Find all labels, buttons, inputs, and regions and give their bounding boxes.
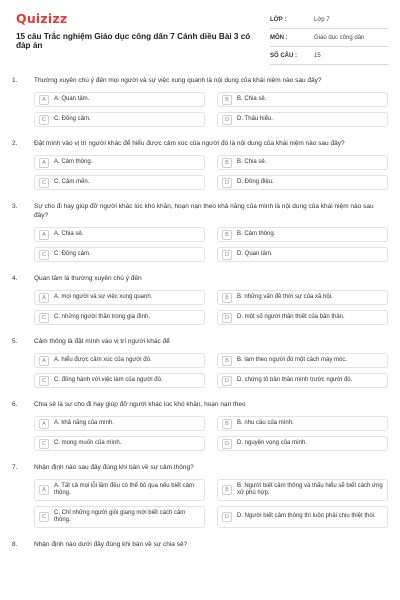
- answer-option-d[interactable]: [217, 247, 388, 262]
- question-header: [12, 463, 388, 472]
- option-letter-badge: B: [222, 356, 232, 366]
- option-letter-badge: B: [222, 419, 232, 429]
- meta-label: SỐ CÂU :: [270, 52, 297, 59]
- option-letter-badge: A: [39, 293, 49, 303]
- option-text: B. Chia sẻ.: [237, 158, 267, 165]
- option-letter-badge: C: [39, 512, 49, 522]
- question-6: [12, 400, 388, 463]
- question-header: [12, 540, 388, 549]
- question-spacer: [12, 325, 388, 337]
- option-text: C. Đồng cảm.: [54, 250, 91, 257]
- option-text: D. Đồng điệu.: [237, 178, 274, 185]
- answer-option-a[interactable]: [34, 416, 205, 431]
- question-number: 3.: [12, 203, 18, 210]
- answer-option-b[interactable]: [217, 92, 388, 107]
- answer-option-c[interactable]: [34, 175, 205, 190]
- question-text: Cảm thông là đặt mình vào vị trí người khác để: [34, 338, 170, 345]
- option-text: C. Đồng cảm.: [54, 115, 91, 122]
- meta-value: Giáo dục công dân: [314, 34, 365, 41]
- answer-option-c[interactable]: [34, 247, 205, 262]
- answer-option-d[interactable]: [217, 310, 388, 325]
- question-text: Nhận định nào sau đây đúng khi bàn về sự cảm thông?: [34, 464, 194, 471]
- option-letter-badge: A: [39, 419, 49, 429]
- option-text: D. Người biết cảm thông thì luôn phải chịu thiệt thòi.: [237, 513, 376, 520]
- question-header: [12, 274, 388, 283]
- answer-option-d[interactable]: [217, 373, 388, 388]
- option-letter-badge: B: [222, 95, 232, 105]
- option-letter-badge: D: [222, 313, 232, 323]
- answer-options: [34, 416, 388, 451]
- question-text: Sự cho đi hay giúp đỡ người khác lúc khó khăn, hoạn nạn theo khả năng của mình là nội dung của khái niệm nào sau đây?: [34, 203, 374, 219]
- option-letter-badge: D: [222, 178, 232, 188]
- option-text: D. Quan tâm.: [237, 250, 273, 257]
- question-spacer: [12, 528, 388, 540]
- option-text: D. nguyện vọng của mình.: [237, 439, 308, 446]
- question-spacer: [12, 388, 388, 400]
- question-list: [0, 76, 400, 561]
- question-7: [12, 463, 388, 540]
- option-text: B. Chia sẻ.: [237, 95, 267, 102]
- question-8: [12, 540, 388, 561]
- option-text: B. làm theo người đó một cách máy móc.: [237, 356, 347, 363]
- answer-options: [34, 290, 388, 325]
- option-letter-badge: A: [39, 230, 49, 240]
- option-text: C. Chỉ những người giỏi giang mới biết cách cảm thông.: [54, 509, 186, 523]
- option-text: A. Quan tâm.: [54, 95, 90, 102]
- question-number: 5.: [12, 338, 18, 345]
- answer-option-d[interactable]: [217, 112, 388, 127]
- option-letter-badge: B: [222, 158, 232, 168]
- question-text: Thường xuyên chú ý đến mọi người và sự việc xung quanh là nội dung của khái niệm nào sau đây?: [34, 77, 322, 84]
- option-letter-badge: D: [222, 512, 232, 522]
- meta-label: LỚP :: [270, 16, 287, 23]
- option-text: B. Người biết cảm thông và thấu hiểu sẽ biết cách ứng xử phù hợp.: [237, 482, 383, 496]
- question-number: 2.: [12, 140, 18, 147]
- meta-label: MÔN :: [270, 34, 288, 41]
- question-spacer: [12, 190, 388, 202]
- option-text: C. Cảm mến.: [54, 178, 90, 185]
- option-text: C. đồng hành với việc làm của người đó.: [54, 376, 163, 383]
- answer-option-b[interactable]: [217, 416, 388, 431]
- option-text: C. những người thân trong gia đình.: [54, 313, 151, 320]
- question-4: [12, 274, 388, 337]
- question-header: [12, 202, 388, 220]
- option-letter-badge: B: [222, 485, 232, 495]
- answer-option-c[interactable]: [34, 112, 205, 127]
- answer-options: [34, 353, 388, 388]
- meta-row-class: [270, 11, 388, 29]
- question-spacer: [12, 262, 388, 274]
- answer-options: [34, 155, 388, 190]
- question-1: [12, 76, 388, 139]
- option-text: D. chứng tỏ bản thân mình trước người đó.: [237, 376, 353, 383]
- answer-options: [34, 227, 388, 262]
- option-text: A. Tất cả mọi lỗi lầm đều có thể bỏ qua nếu biết cảm thông.: [54, 482, 194, 496]
- question-number: 7.: [12, 464, 18, 471]
- meta-value: 15: [314, 52, 321, 59]
- answer-option-a[interactable]: [34, 227, 205, 242]
- option-text: B. những vấn đề thời sự của xã hội.: [237, 293, 333, 300]
- answer-option-c[interactable]: [34, 436, 205, 451]
- question-spacer: [12, 127, 388, 139]
- question-number: 4.: [12, 275, 18, 282]
- worksheet-meta: [270, 11, 388, 65]
- answer-option-b[interactable]: [217, 353, 388, 368]
- option-text: D. một số người thân thiết của bản thân.: [237, 313, 345, 320]
- question-text: Quan tâm là thường xuyên chú ý đến: [34, 275, 142, 282]
- answer-option-a[interactable]: [34, 155, 205, 170]
- answer-option-b[interactable]: [217, 479, 388, 501]
- option-letter-badge: D: [222, 439, 232, 449]
- option-letter-badge: B: [222, 230, 232, 240]
- answer-option-d[interactable]: [217, 175, 388, 190]
- answer-option-b[interactable]: [217, 290, 388, 305]
- answer-option-c[interactable]: [34, 373, 205, 388]
- answer-option-c[interactable]: [34, 310, 205, 325]
- answer-option-b[interactable]: [217, 227, 388, 242]
- answer-option-d[interactable]: [217, 506, 388, 528]
- option-text: B. Cảm thông.: [237, 230, 276, 237]
- meta-row-subject: [270, 29, 388, 47]
- question-3: [12, 202, 388, 274]
- option-letter-badge: D: [222, 250, 232, 260]
- option-letter-badge: C: [39, 439, 49, 449]
- question-text: Chia sẻ là sự cho đi hay giúp đỡ người khác lúc khó khăn, hoạn nạn theo: [34, 401, 246, 408]
- question-spacer: [12, 549, 388, 561]
- question-header: [12, 337, 388, 346]
- question-2: [12, 139, 388, 202]
- option-text: A. Cảm thông.: [54, 158, 93, 165]
- option-letter-badge: A: [39, 485, 49, 495]
- option-letter-badge: C: [39, 178, 49, 188]
- answer-option-b[interactable]: [217, 155, 388, 170]
- question-spacer: [12, 451, 388, 463]
- answer-option-d[interactable]: [217, 436, 388, 451]
- option-text: A. Chia sẻ.: [54, 230, 84, 237]
- option-text: A. mọi người và sự việc xung quanh.: [54, 293, 153, 300]
- question-text: Nhận định nào dưới đây đúng khi bàn về sự chia sẻ?: [34, 541, 188, 548]
- question-number: 8.: [12, 541, 18, 548]
- option-letter-badge: D: [222, 115, 232, 125]
- answer-option-a[interactable]: [34, 92, 205, 107]
- quizizz-logo: Quizizz: [16, 11, 68, 26]
- question-5: [12, 337, 388, 400]
- question-header: [12, 139, 388, 148]
- option-text: B. nhu cầu của mình.: [237, 419, 294, 426]
- option-letter-badge: C: [39, 250, 49, 260]
- option-text: C. mong muốn của mình.: [54, 439, 122, 446]
- meta-row-count: [270, 47, 388, 65]
- question-header: [12, 76, 388, 85]
- question-header: [12, 400, 388, 409]
- answer-option-a[interactable]: [34, 353, 205, 368]
- option-letter-badge: A: [39, 95, 49, 105]
- answer-options: [34, 479, 388, 528]
- option-letter-badge: D: [222, 376, 232, 386]
- question-number: 1.: [12, 77, 18, 84]
- option-letter-badge: C: [39, 376, 49, 386]
- question-text: Đặt mình vào vị trí người khác để hiểu được cảm xúc của người đó là nội dung của khái niệm nào sau đây?: [34, 140, 345, 147]
- option-letter-badge: C: [39, 313, 49, 323]
- question-number: 6.: [12, 401, 18, 408]
- worksheet-header: [0, 0, 400, 68]
- option-text: D. Thấu hiểu.: [237, 115, 273, 122]
- answer-option-a[interactable]: [34, 290, 205, 305]
- option-letter-badge: A: [39, 158, 49, 168]
- option-letter-badge: A: [39, 356, 49, 366]
- worksheet-title: 15 câu Trắc nghiệm Giáo dục công dân 7 Cánh diều Bài 3 có đáp án: [16, 32, 251, 50]
- option-letter-badge: B: [222, 293, 232, 303]
- answer-option-c[interactable]: [34, 506, 205, 528]
- option-letter-badge: C: [39, 115, 49, 125]
- answer-options: [34, 92, 388, 127]
- option-text: A. khả năng của mình.: [54, 419, 115, 426]
- answer-option-a[interactable]: [34, 479, 205, 501]
- option-text: A. hiểu được cảm xúc của người đó.: [54, 356, 152, 363]
- meta-value: Lớp 7: [314, 16, 330, 23]
